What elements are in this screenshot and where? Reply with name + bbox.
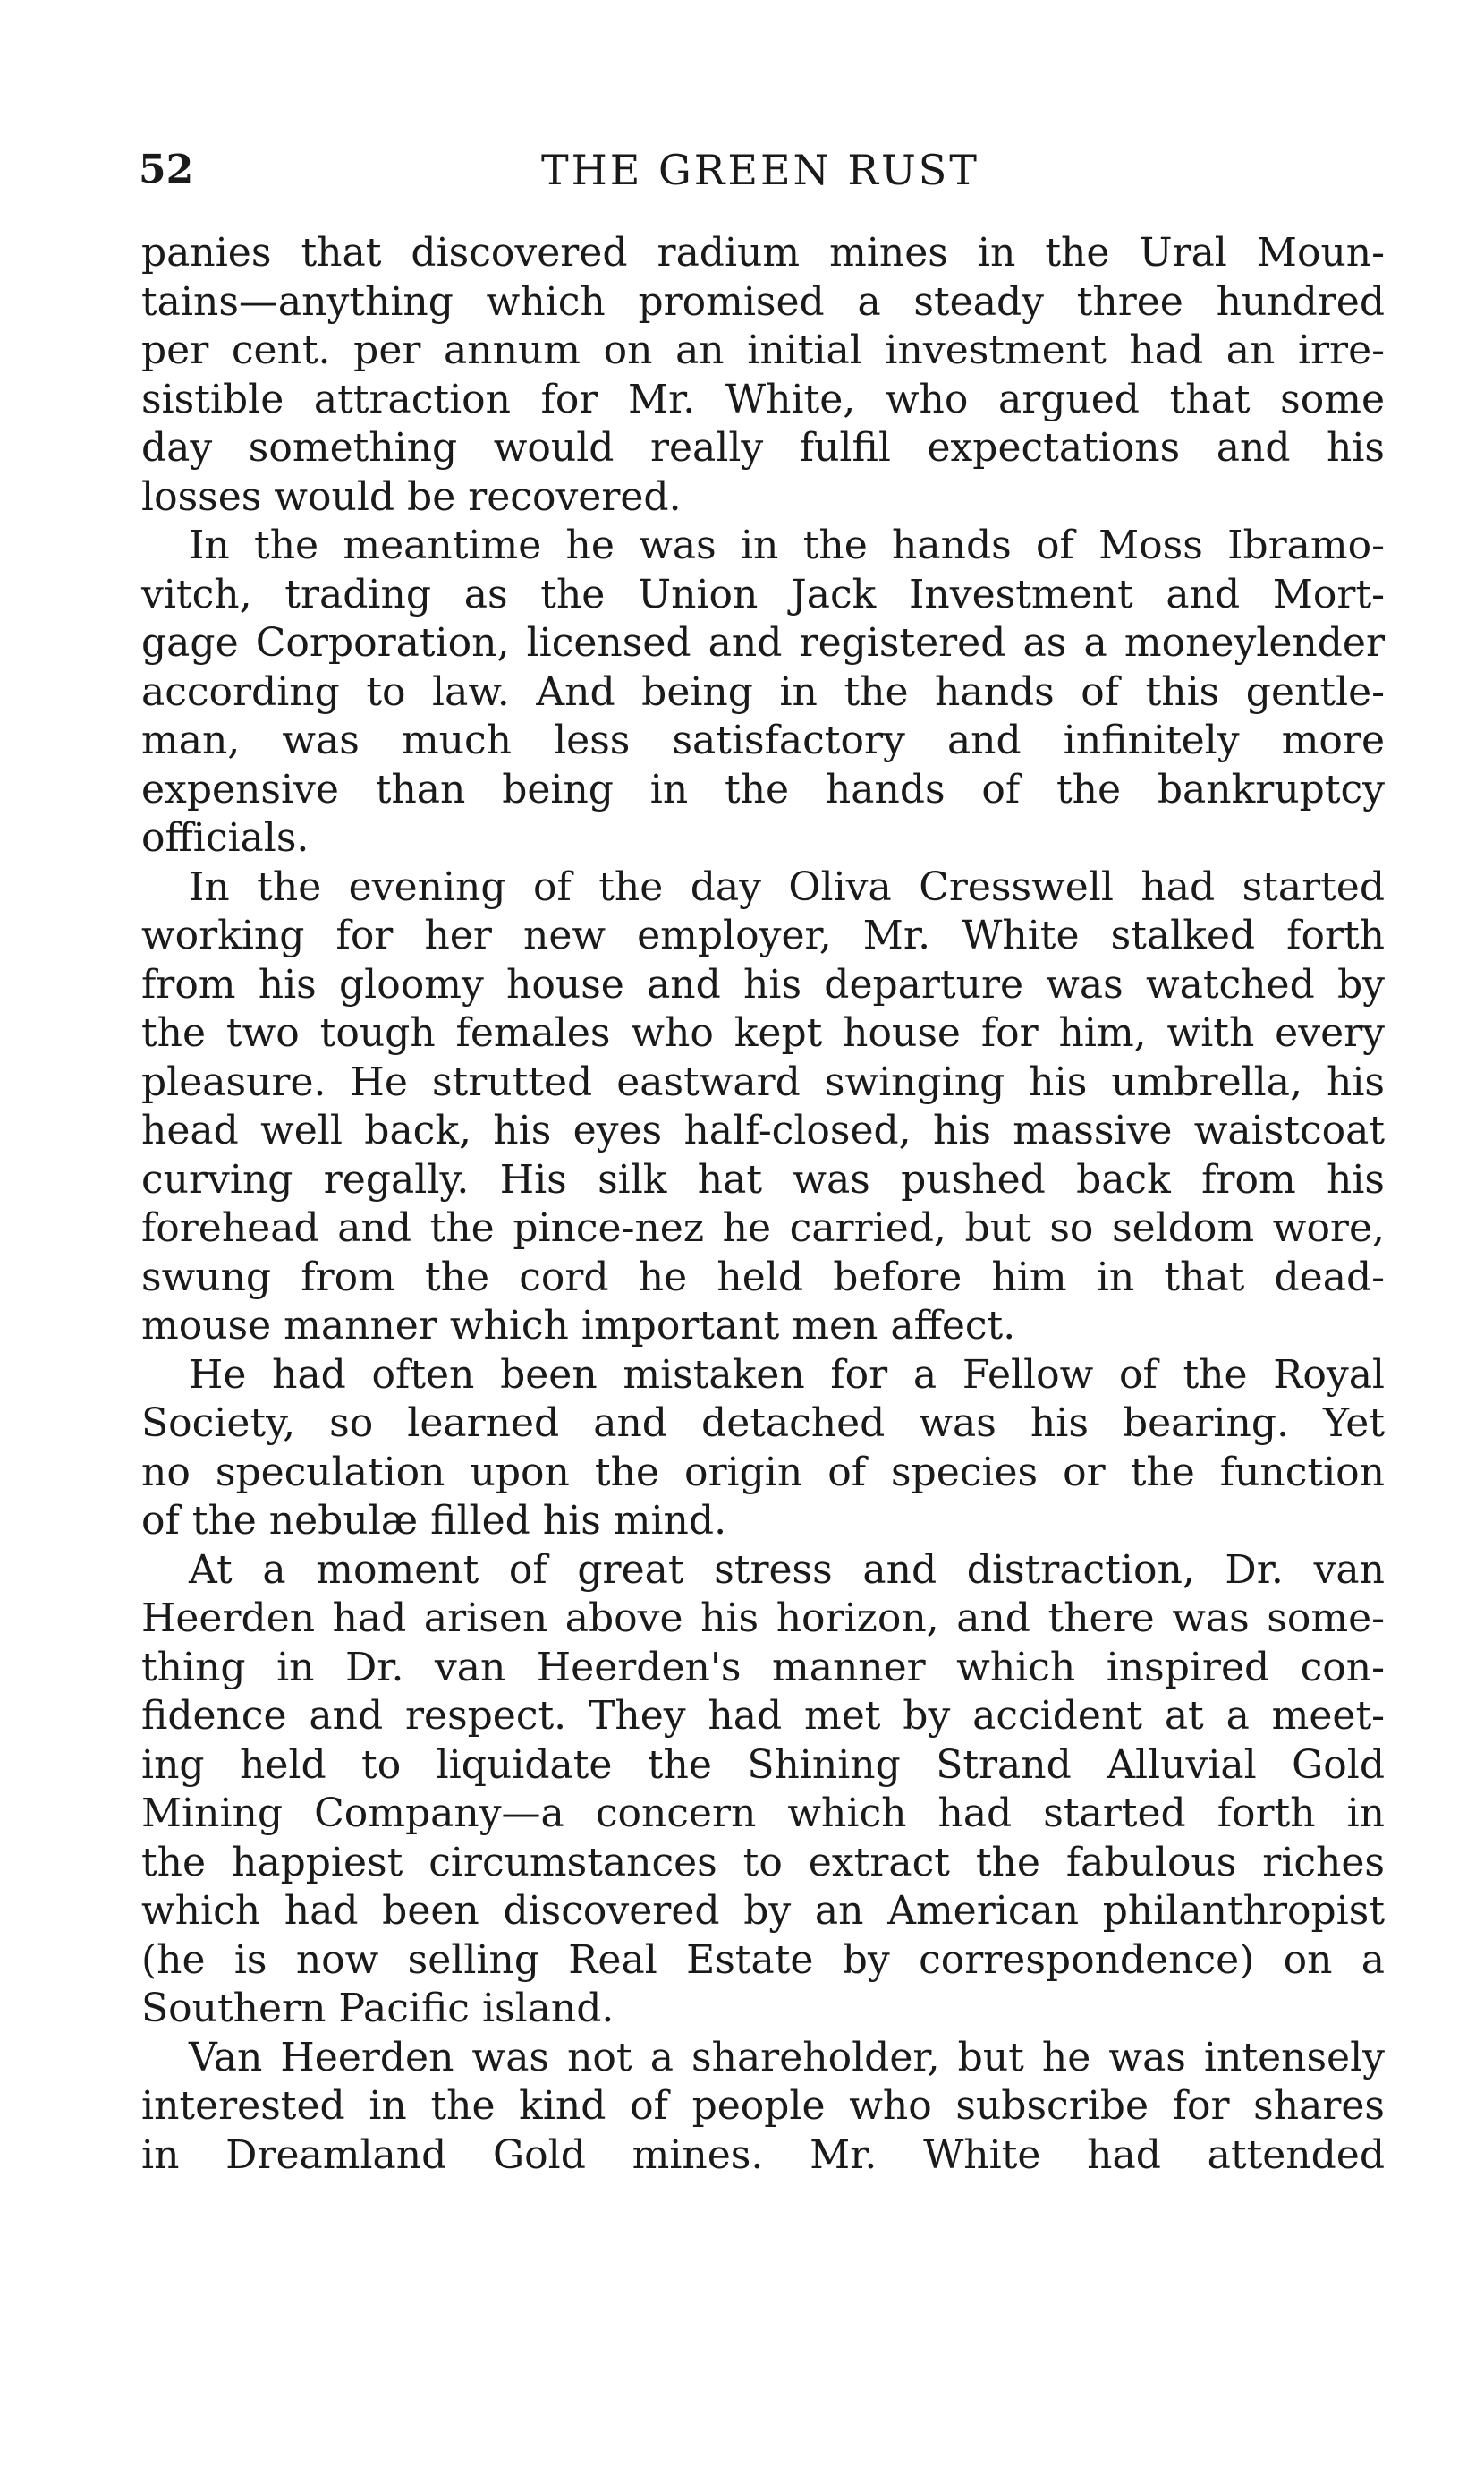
- text-line: the two tough females who kept house for him, with every: [141, 1010, 1385, 1056]
- text-line: gage Corporation, licensed and registered as a moneylender: [141, 620, 1385, 666]
- text-line: tains—anything which promised a steady three hundred: [141, 278, 1385, 325]
- paragraph: [141, 522, 1385, 863]
- text-line: Heerden had arisen above his horizon, and there was some-: [141, 1595, 1385, 1641]
- text-line: in Dreamland Gold mines. Mr. White had attended: [141, 2131, 1385, 2178]
- text-line: according to law. And being in the hands of this gentle-: [141, 668, 1385, 715]
- page-number: 52: [139, 147, 194, 192]
- text-line: Southern Pacific island.: [141, 1986, 615, 2031]
- text-line: interested in the kind of people who subscribe for shares: [141, 2083, 1385, 2129]
- text-line: day something would really fulfil expectations and his: [141, 425, 1385, 471]
- page-header: [139, 139, 1382, 201]
- text-line: Society, so learned and detached was his bearing. Yet: [141, 1400, 1385, 1446]
- text-line: expensive than being in the hands of the bankruptcy: [141, 766, 1385, 812]
- text-line: officials.: [141, 815, 310, 861]
- text-line: from his gloomy house and his departure was watched by: [141, 961, 1385, 1008]
- paragraph: [141, 863, 1385, 1351]
- text-line: In the meantime he was in the hands of Moss Ibramo-: [189, 523, 1385, 568]
- paragraph: [141, 1351, 1385, 1546]
- text-line: sistible attraction for Mr. White, who argued that some: [141, 376, 1385, 422]
- text-line: ing held to liquidate the Shining Strand Alluvial Gold: [141, 1741, 1385, 1788]
- text-line: per cent. per annum on an initial investment had an irre-: [141, 328, 1385, 373]
- text-line: vitch, trading as the Union Jack Investment and Mort-: [141, 571, 1385, 617]
- text-line: (he is now selling Real Estate by correspondence) on a: [141, 1936, 1385, 1983]
- paragraph: [141, 229, 1385, 522]
- text-line: losses would be recovered.: [141, 473, 682, 520]
- paragraph: [141, 2034, 1385, 2181]
- text-line: He had often been mistaken for a Fellow of the Royal: [189, 1351, 1385, 1398]
- text-line: man, was much less satisfactory and infinitely more: [141, 718, 1385, 763]
- text-line: At a moment of great stress and distraction, Dr. van: [189, 1546, 1385, 1593]
- text-line: mouse manner which important men affect.: [141, 1303, 1016, 1348]
- text-line: panies that discovered radium mines in the Ural Moun-: [141, 230, 1385, 276]
- text-line: of the nebulæ filled his mind.: [141, 1498, 727, 1544]
- text-line: Mining Company—a concern which had started forth in: [141, 1791, 1385, 1836]
- paragraph: [141, 1546, 1385, 2034]
- text-line: head well back, his eyes half-closed, his massive waistcoat: [141, 1108, 1385, 1153]
- text-line: Van Heerden was not a shareholder, but he was intensely: [189, 2034, 1385, 2080]
- text-line: curving regally. His silk hat was pushed back from his: [141, 1156, 1385, 1203]
- running-title: THE GREEN RUST: [540, 146, 979, 194]
- text-line: In the evening of the day Oliva Cresswell had started: [189, 863, 1385, 910]
- text-line: thing in Dr. van Heerden's manner which inspired con-: [141, 1644, 1385, 1690]
- text-line: which had been discovered by an American philanthropist: [141, 1888, 1385, 1934]
- text-line: pleasure. He strutted eastward swinging his umbrella, his: [141, 1059, 1385, 1105]
- text-line: swung from the cord he held before him in that dead-: [141, 1254, 1385, 1300]
- text-line: no speculation upon the origin of species or the function: [141, 1449, 1385, 1495]
- text-line: fidence and respect. They had met by accident at a meet-: [141, 1693, 1385, 1739]
- text-line: forehead and the pince-nez he carried, but so seldom wore,: [141, 1205, 1385, 1251]
- body-text: [141, 229, 1385, 2180]
- text-line: the happiest circumstances to extract the fabulous riches: [141, 1839, 1385, 1885]
- text-line: working for her new employer, Mr. White stalked forth: [141, 913, 1385, 958]
